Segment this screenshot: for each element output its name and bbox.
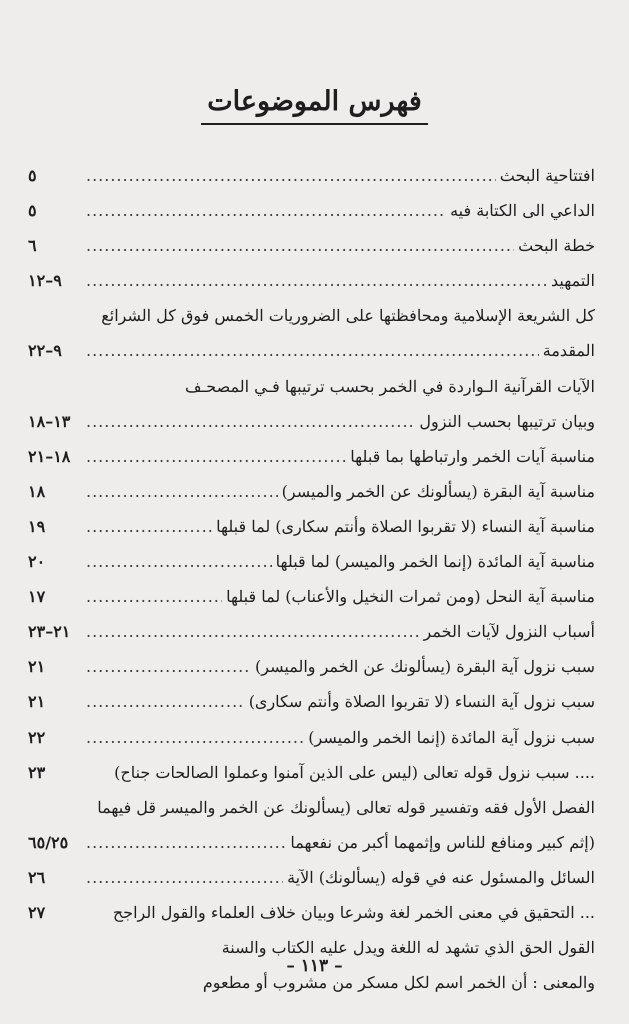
toc-entry-title: سبب نزول قوله تعالى (ليس على الذين آمنوا وعملوا الصالحات جناح) .... (114, 762, 595, 782)
dot-leader (86, 412, 415, 431)
toc-entry (28, 552, 595, 587)
toc-entry (28, 271, 595, 306)
toc-entry-title: إثم كبير ومنافع للناس وإثمهما أكبر من نفعهما) (290, 832, 595, 852)
toc-entry (28, 868, 595, 903)
toc-entry (28, 903, 595, 938)
toc-entry (28, 657, 595, 692)
dot-leader (86, 447, 346, 466)
page-title: فهرس الموضوعات (201, 86, 428, 125)
toc-entry (28, 482, 595, 517)
toc-entry-page-number: ٢٢ (28, 727, 46, 747)
toc-entry-page-number: ٢٣ (28, 762, 46, 782)
toc-entry-title: الداعي الى الكتابة فيه (450, 201, 595, 221)
dot-leader (86, 868, 283, 887)
toc-entry (28, 341, 595, 376)
toc-entry-page-number: ٦ (28, 236, 37, 256)
toc-entry (28, 201, 595, 236)
page-number-footer: – ١١٣ – (286, 956, 343, 976)
dot-leader (86, 201, 446, 220)
toc-entry (28, 692, 595, 727)
toc-entry-title: مناسبة آيات الخمر وارتباطها بما قبلها (350, 446, 595, 466)
toc-entry-page-number: ١٧ (28, 587, 46, 607)
toc-entry (28, 166, 595, 201)
toc-entry-page-number: ٢١ (28, 657, 46, 677)
toc-entry-title: السائل والمسئول عنه في قوله (يسألونك) الآية (287, 867, 595, 887)
dot-leader (86, 728, 304, 747)
toc-entry-page-number: ٥ (28, 166, 37, 185)
toc-entry-title: افتتاحية البحث (499, 166, 595, 185)
toc-entry (28, 798, 595, 833)
toc-entry-page-number: ٩–١٢ (28, 271, 62, 291)
toc-entry (28, 587, 595, 622)
toc-entry-title: وبيان ترتيبها بحسب النزول (419, 411, 595, 431)
toc-entry-page-number: ١٣–١٨ (28, 411, 71, 431)
toc-entry (28, 622, 595, 657)
toc-entry-title: كل الشريعة الإسلامية ومحافظتها على الضروريات الخمس فوق كل الشرائع (101, 306, 595, 326)
toc-entry-page-number: ١٩ (28, 516, 46, 536)
toc-entry-title: سبب نزول آية النساء (لا تقربوا الصلاة وأنتم سكارى) (248, 692, 595, 712)
dot-leader (86, 552, 272, 571)
dot-leader (86, 236, 514, 255)
dot-leader (86, 692, 245, 711)
toc-entry-title: مناسبة آية المائدة (إنما الخمر والميسر) لما قبلها (275, 552, 595, 572)
title-container (0, 86, 629, 125)
dot-leader (86, 657, 251, 676)
dot-leader (86, 166, 496, 185)
table-of-contents (28, 166, 595, 1008)
toc-entry-title: سبب نزول آية المائدة (إنما الخمر والميسر) (308, 727, 595, 747)
toc-entry-title: الآيات القرآنية الـواردة في الخمر بحسب ترتيبها فـي المصحـف (185, 376, 595, 396)
toc-entry (28, 412, 595, 447)
toc-entry-title: مناسبة آية النحل (ومن ثمرات النخيل والأعناب) لما قبلها (226, 587, 595, 607)
toc-entry-title: مناسبة آية النساء (لا تقربوا الصلاة وأنتم سكارى) لما قبلها (216, 516, 595, 536)
dot-leader (86, 517, 212, 536)
toc-entry-page-number: ١٨ (28, 481, 46, 501)
toc-entry-title: التمهيد (551, 271, 595, 291)
toc-entry-title: والمعنى : أن الخمر اسم لكل مسكر من مشروب أو مطعوم (202, 973, 595, 993)
toc-entry-page-number: ٥ (28, 201, 37, 221)
toc-entry-page-number: ١٨–٢١ (28, 446, 71, 466)
toc-entry (28, 377, 595, 412)
dot-leader (86, 341, 539, 360)
toc-entry-title: سبب نزول آية البقرة (يسألونك عن الخمر والميسر) (255, 657, 595, 677)
toc-entry-title: خطة البحث (518, 236, 595, 256)
toc-entry-title: التحقيق في معنى الخمر لغة وشرعا وبيان خلاف العلماء والقول الراجح ... (112, 902, 595, 922)
toc-entry (28, 447, 595, 482)
toc-entry-title: الفصل الأول فقه وتفسير قوله تعالى (يسألونك عن الخمر والميسر قل فيهما (97, 797, 595, 817)
toc-entry (28, 973, 595, 1008)
toc-entry (28, 833, 595, 868)
toc-entry (28, 306, 595, 341)
toc-entry-page-number: ٩–٢٢ (28, 341, 62, 361)
toc-entry (28, 517, 595, 552)
toc-entry-page-number: ٢٠ (28, 552, 46, 572)
toc-entry (28, 763, 595, 798)
dot-leader (86, 482, 278, 501)
toc-entry-page-number: ٢٦ (28, 867, 46, 887)
toc-entry (28, 728, 595, 763)
dot-leader (86, 271, 547, 290)
toc-entry-title: أسباب النزول لآيات الخمر (423, 622, 595, 642)
toc-entry-page-number: ٦٥/٢٥ (28, 832, 69, 852)
dot-leader (86, 833, 286, 852)
toc-entry-page-number: ٢١–٢٣ (28, 622, 71, 642)
toc-entry-title: مناسبة آية البقرة (يسألونك عن الخمر والميسر) (281, 481, 595, 501)
toc-entry-title: القول الحق الذي تشهد له اللغة ويدل عليه الكتاب والسنة (221, 938, 595, 958)
toc-entry-page-number: ٢١ (28, 692, 46, 712)
dot-leader (86, 622, 420, 641)
toc-entry (28, 236, 595, 271)
toc-entry-page-number: ٢٧ (28, 902, 46, 922)
dot-leader (86, 587, 222, 606)
toc-entry-title: المقدمة (542, 341, 595, 361)
